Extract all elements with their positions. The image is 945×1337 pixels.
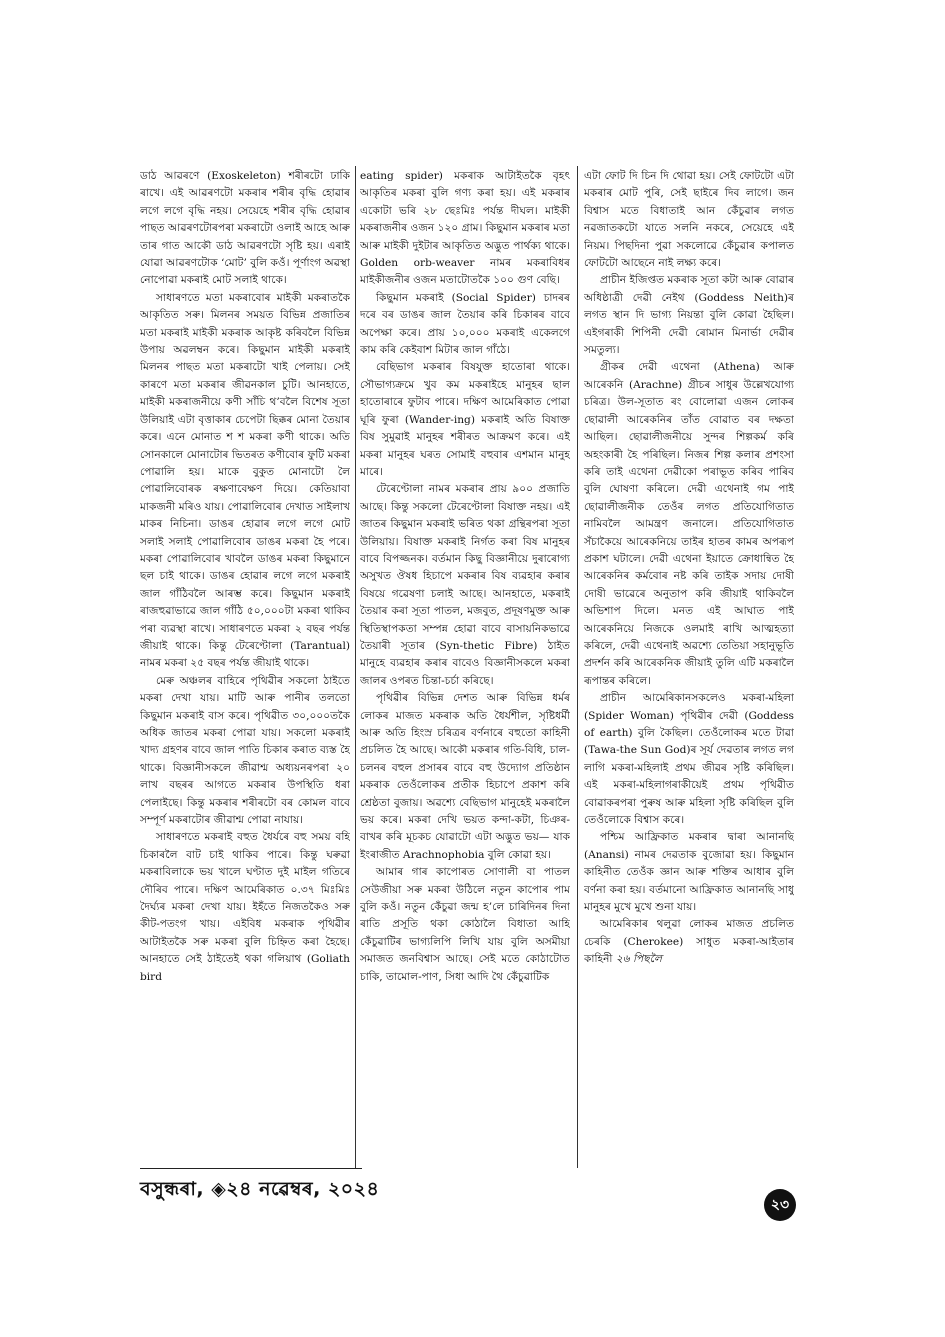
paragraph: পশ্চিম আফ্ৰিকাত মকৰাৰ দ্বাৰা আনানছি (Anansi) নামৰ দেৱতাক বুজোৱা হয়। কিছুমান কাহিনীত তেওঁক জ্ঞান আৰু শক্তিৰ আধাৰ বুলি বৰ্ণনা কৰা হয়। বৰ্তমানো আফ্ৰিকাত আনানছি সাধু মানুহৰ মুখে মুখে শুনা যায়। <box>584 831 794 914</box>
paragraph: সাধাৰণতে মকৰাই বহুত ধৈৰ্যৰে বহু সময় বহি চিকাৰলৈ বাট চাই থাকিব পাৰে। কিন্তু ঘৰুৱা মকৰাবিলাকে ভয় খালে ঘণ্টাত দুই মাইল গতিৰে দৌৰিব পাৰে। দক্ষিণ আমেৰিকাত ০.৩৭ মিঃমিঃ দৈৰ্ঘ্যৰ মকৰা দেখা যায়। ইহঁতে নিজতকৈও সৰু কীট-পতংগ খায়। এইবিধ মকৰাক পৃথিৱীৰ আটাইতকৈ সৰু মকৰা বুলি চিহ্নিত কৰা হৈছে। আনহাতে সেই ঠাইতেই থকা গলিয়াথ (Goliath bird <box>140 831 350 983</box>
paragraph: টেৰেণ্টোলা নামৰ মকৰাৰ প্ৰায় ৯০০ প্ৰজাতি আছে। কিন্তু সকলো টেৰেণ্টোলা বিষাক্ত নহয়। এই জাতৰ কিছুমান মকৰাই ভৰিত থকা গ্ৰন্থিৰপৰা সূতা উলিয়ায়। বিষাক্ত মকৰাই নিৰ্গত কৰা বিষ মানুহৰ বাবে বিপজ্জনক। বৰ্তমান কিছু বিজ্ঞানীয়ে দুৰাৰোগ্য অসুখত ঔষধ হিচাপে মকৰাৰ বিষ ব্যৱহাৰ কৰাৰ বিষয়ে গৱেষণা চলাই আছে। আনহাতে, মকৰাই তৈয়াৰ কৰা সূতা পাতল, মজবুত, প্ৰদূষণমুক্ত আৰু স্থিতিস্থাপকতা সম্পন্ন হোৱা বাবে বাসায়নিকভাৱে তৈয়াৰী সূতাৰ (Syn-thetic Fibre) ঠাইত মানুহে ব্যৱহাৰ কৰাৰ বাবেও বিজ্ঞানীসকলে মকৰা জালৰ ওপৰত চিন্তা-চৰ্চা কৰিছে। <box>360 483 570 687</box>
paragraph: কিছুমান মকৰাই (Social Spider) চাদৰৰ দৰে বৰ ডাঙৰ জাল তৈয়াৰ কৰি চিকাৰৰ বাবে অপেক্ষা কৰে। প্ৰায় ১০,০০০ মকৰাই একেলগে কাম কৰি কেইবাশ মিটাৰ জাল গাঁঠে। <box>360 291 570 357</box>
paragraph: এটা ফোট দি চিন দি থোৱা হয়। সেই ফোটটো এটা মকৰাৰ মোট পুৰি, সেই ছাইৰে দিব লাগে। জন বিশ্বাস মতে বিধাতাই আন কেঁচুৱাৰ লগত নৱজাতকটো যাতে সলনি নকৰে, সেয়েহে এই নিয়ম। পিছদিনা পুৱা সকলোৱে কেঁচুৱাৰ কপালত ফোটটো আছেনে নাই লক্ষ্য কৰে। <box>584 170 794 270</box>
masthead: বসুন্ধৰা, ◈২৪ নৱেম্বৰ, ২০২৪ <box>140 1178 380 1200</box>
paragraph: পৃথিৱীৰ বিভিন্ন দেশত আৰু বিভিন্ন ধৰ্মৰ লোকৰ মাজত মকৰাক অতি ধৈৰ্যশীল, সৃষ্টিধৰ্মী আৰু অতি হিংস্ৰ চৰিত্ৰৰ বৰ্ণনাৰে বহুতো কাহিনী প্ৰচলিত হৈ আছে। আকৌ মকৰাৰ গতি-বিধি, চাল-চলনৰ বহুল প্ৰসাৰৰ বাবে বহু উদ্যোগ প্ৰতিষ্ঠান মকৰাক তেওঁলোকৰ প্ৰতীক হিচাপে প্ৰকাশ কৰি শ্ৰেষ্ঠতা বুজায়। অৱশ্যে বেছিভাগ মানুহেই মকৰালৈ ভয় কৰে। মকৰা দেখি ভয়ত কন্দা-কটা, চিঞৰ-বাখৰ কৰি মূচকচ যোৱাটো এটা অদ্ভুত ভয়— যাক ইংৰাজীত Arachnophobia বুলি কোৱা হয়। <box>360 692 570 861</box>
page-number-badge: ২৩ <box>764 1189 796 1221</box>
article-column-3 <box>584 168 794 1168</box>
paragraph: সাধাৰণতে মতা মকৰাবোৰ মাইকী মকৰাতকৈ আকৃতিত সৰু। মিলনৰ সময়ত বিভিন্ন প্ৰজাতিৰ মতা মকৰাই মাইকী মকৰাক আকৃষ্ট কৰিবলৈ বিভিন্ন উপায় অৱলম্বন কৰে। কিছুমান মাইকী মকৰাই মিলনৰ পাছত মতা মকৰাটো খাই পেলায়। সেই কাৰণে মতা মকৰাৰ জীৱনকাল চুটি। আনহাতে, মাইকী মকৰাজনীয়ে কণী সাঁচি থ’বলৈ বিশেষ সূতা উলিয়াই এটা বৃত্তাকাৰ চেপেটা ছিক্কৰ মোনা তৈয়াৰ কৰে। এনে মোনাত শ শ মকৰা কণী থাকে। অতি সোনকালে মোনাটোৰ ভিতৰত কণীবোৰ ফুটি মকৰা পোৱালি হয়। মাকে বুকুত মোনাটো লৈ পোৱালিবোৰক ৰক্ষণাবেক্ষণ দিয়ে। কেতিয়াবা মাকজনী মৰিও যায়। পোৱালিবোৰ দেখাত সাইলাখ মাকৰ নিচিনা। ডাঙৰ হোৱাৰ লগে লগে মোট সলাই সলাই পোৱালিবোৰ ডাঙৰ মকৰা হৈ পৰে। মকৰা পোৱালিবোৰ খাবলৈ ডাঙৰ মকৰা কিছুমানে ছল চাই থাকে। ডাঙৰ হোৱাৰ লগে লগে মকৰাই জাল গাঁঠিবলৈ আৰম্ভ কৰে। কিছুমান মকৰাই ৰাজহুৱাভাৱে জাল গাঁঠি ৫০,০০০টা মকৰা থাকিব পৰা ব্যৱস্থা ৰাখে। সাধাৰণতে মকৰা ২ বছৰ পৰ্যন্ত জীয়াই থাকে। কিন্তু টেৰেণ্টোলা (Tarantual) নামৰ মকৰা ২৫ বছৰ পৰ্যন্ত জীয়াই থাকে। <box>140 291 350 670</box>
footer-rule <box>140 1168 362 1169</box>
column-divider <box>577 166 578 1168</box>
continued-note: ২৬ পিছলৈ <box>615 953 662 966</box>
paragraph: বেছিভাগ মকৰাৰ বিষযুক্ত হাতোৰা থাকে। সৌভাগ্যক্ৰমে খুব কম মকৰাইহে মানুহৰ ছাল হাতোৰাৰে ফুটাব পাৰে। দক্ষিণ আমেৰিকাত পোৱা ঘূৰি ফুৰা (Wander-ing) মকৰাই অতি বিষাক্ত বিষ সুমুৱাই মানুহৰ শৰীৰত আক্ৰমণ কৰে। এই মকৰা মানুহৰ ঘৰত সোমাই বহুবাৰ এশমান মানুহ মাৰে। <box>360 361 570 478</box>
paragraph: প্ৰাচীন আমেৰিকানসকলেও মকৰা-মহিলা (Spider Woman) পৃথিৱীৰ দেৱী (Goddess of earth) বুলি কৈছিল। তেওঁলোকৰ মতে টাৱা (Tawa-the Sun God)ৰ সূৰ্য দেৱতাৰ লগত লগ লাগি মকৰা-মহিলাই প্ৰথম জীৱৰ সৃষ্টি কৰিছিল। এই মকৰা-মহিলাগৰাকীয়েই প্ৰথম পৃথিৱীত বোৱাকৰপৰা পুৰুষ আৰু মহিলা সৃষ্টি কৰিছিল বুলি তেওঁলোকে বিশ্বাস কৰে। <box>584 692 794 827</box>
paragraph-text: আমেৰিকাৰ থলুৱা লোকৰ মাজত প্ৰচলিত চেৰকি (Cherokee) সাধুত মকৰা-আইতাৰ কাহিনী <box>584 918 794 966</box>
article-column-1 <box>140 168 350 1168</box>
column-divider <box>355 166 356 1168</box>
paragraph: আমাৰ গাৰ কাপোৰত সোণালী বা পাতল সেউজীয়া সৰু মকৰা উঠিলে নতুন কাপোৰ পাম বুলি কওঁ। নতুন কেঁচুৱা জন্ম হ’লে চাৰিদিনৰ দিনা ৰাতি প্ৰসূতি থকা কোঠালৈ বিধাতা আহি কেঁচুৱাটিৰ ভাগ্যলিপি লিখি যায় বুলি অসমীয়া সমাজত জনবিশ্বাস আছে। সেই মতে কোঠাটোত চাকি, তামোল-পাণ, সিধা আদি থৈ কেঁচুৱাটিক <box>360 866 570 983</box>
paragraph: ডাঠ আৱৰণে (Exoskeleton) শৰীৰটো ঢাকি ৰাখে। এই আৱৰণটো মকৰাৰ শৰীৰ বৃদ্ধি হোৱাৰ লগে লগে বৃদ্ধি নহয়। সেয়েহে শৰীৰ বৃদ্ধি হোৱাৰ পাছত আৱৰণটোৰপৰা মকৰাটো ওলাই আহে আৰু তাৰ গাত আকৌ ডাঠ আৱৰণটো সৃষ্টি হয়। এৰাই যোৱা আৱৰণটোক ‘মোট’ বুলি কওঁ। পূৰ্ণাংগ অৱস্থা নোপোৱা মকৰাই মোট সলাই থাকে। <box>140 170 350 287</box>
article-body <box>140 168 798 1168</box>
article-column-2 <box>360 168 570 1168</box>
paragraph: প্ৰাচীন ইজিপ্তত মকৰাক সূতা কটা আৰু বোৱাৰ অধিষ্ঠাত্ৰী দেৱী নেইথ (Goddess Neith)ৰ লগত স্থান দি ভাগ্য নিয়ন্তা বুলি কোৱা হৈছিল। এইগৰাকী শিপিনী দেৱী ৰোমান মিনাৰ্ভা দেৱীৰ সমতুল্য। <box>584 274 794 357</box>
paragraph: eating spider) মকৰাক আটাইতকৈ বৃহৎ আকৃতিৰ মকৰা বুলি গণ্য কৰা হয়। এই মকৰাৰ একোটা ভৰি ২৮ ছেঃমিঃ পৰ্যন্ত দীঘল। মাইকী মকৰাজনীৰ ওজন ১২০ গ্ৰাম। কিছুমান মকৰাৰ মতা আৰু মাইকী দুইটাৰ আকৃতিত অদ্ভুত পাৰ্থক্য থাকে। Golden orb-weaver নামৰ মকৰাবিধৰ মাইকীজনীৰ ওজন মতাটোতকৈ ১০০ গুণ বেছি। <box>360 170 570 287</box>
paragraph <box>584 916 794 968</box>
paragraph: গ্ৰীকৰ দেৱী এথেনা (Athena) আৰু আৰেকনি (Arachne) গ্ৰীচৰ সাধুৰ উল্লেখযোগ্য চৰিত্ৰ। উল-সূতাত ৰং বোলোৱা এজন লোকৰ ছোৱালী আৰেকনিৰ তাঁত বোৱাত বৰ দক্ষতা আছিল। ছোৱালীজনীয়ে সুন্দৰ শিল্পকৰ্ম কৰি অহংকাৰী হৈ পৰিছিল। নিজৰ শিল্প কলাৰ প্ৰশংসা কৰি তাই এথেনা দেৱীকো পৰাভূত কৰিব পাৰিব বুলি ঘোষণা কৰিলে। দেৱী এথেনাই গম পাই ছোৱালীজনীক তেওঁৰ লগত প্ৰতিযোগিতাত নামিবলৈ আমন্ত্ৰণ জনালে। প্ৰতিযোগিতাত সঁচাকৈয়ে আৰেকনিয়ে তাইৰ হাতৰ কামৰ অপৰূপ প্ৰকাশ ঘটালে। দেৱী এথেনা ইয়াতে ক্ৰোধান্বিত হৈ আৰেকনিৰ কৰ্মবোৰ নষ্ট কৰি তাইক সদায় দোষী দোষী ভাৱেৰে অনুতাপ কৰি জীয়াই থাকিবলৈ অভিশাপ দিলে। মনত এই আঘাত পাই আৰেকনিয়ে নিজকে ওলমাই ৰাখি আত্মহত্যা কৰিলে, দেৱী এথেনাই অৱশ্যে তেতিয়া সহানুভূতি প্ৰদৰ্শন কৰি আৰেকনিক জীয়াই তুলি এটি মকৰালৈ ৰূপান্তৰ কৰিলে। <box>584 361 794 687</box>
paragraph: মেৰু অঞ্চলৰ বাহিৰে পৃথিৱীৰ সকলো ঠাইতে মকৰা দেখা যায়। মাটি আৰু পানীৰ তলতো কিছুমান মকৰাই বাস কৰে। পৃথিৱীত ৩০,০০০তকৈ অধিক জাতৰ মকৰা পোৱা যায়। সকলো মকৰাই খাদ্য গ্ৰহণৰ বাবে জাল পাতি চিকাৰ কৰাত ব্যস্ত হৈ থাকে। বিজ্ঞানীসকলে জীৱাশ্ম অধ্যয়নৰপৰা ২০ লাখ বছৰৰ আগতে মকৰাৰ উপস্থিতি ধৰা পেলাইছে। কিন্তু মকৰাৰ শৰীৰটো বৰ কোমল বাবে সম্পূৰ্ণ মকৰাটোৰ জীৱাশ্ম পোৱা নাযায়। <box>140 674 350 827</box>
